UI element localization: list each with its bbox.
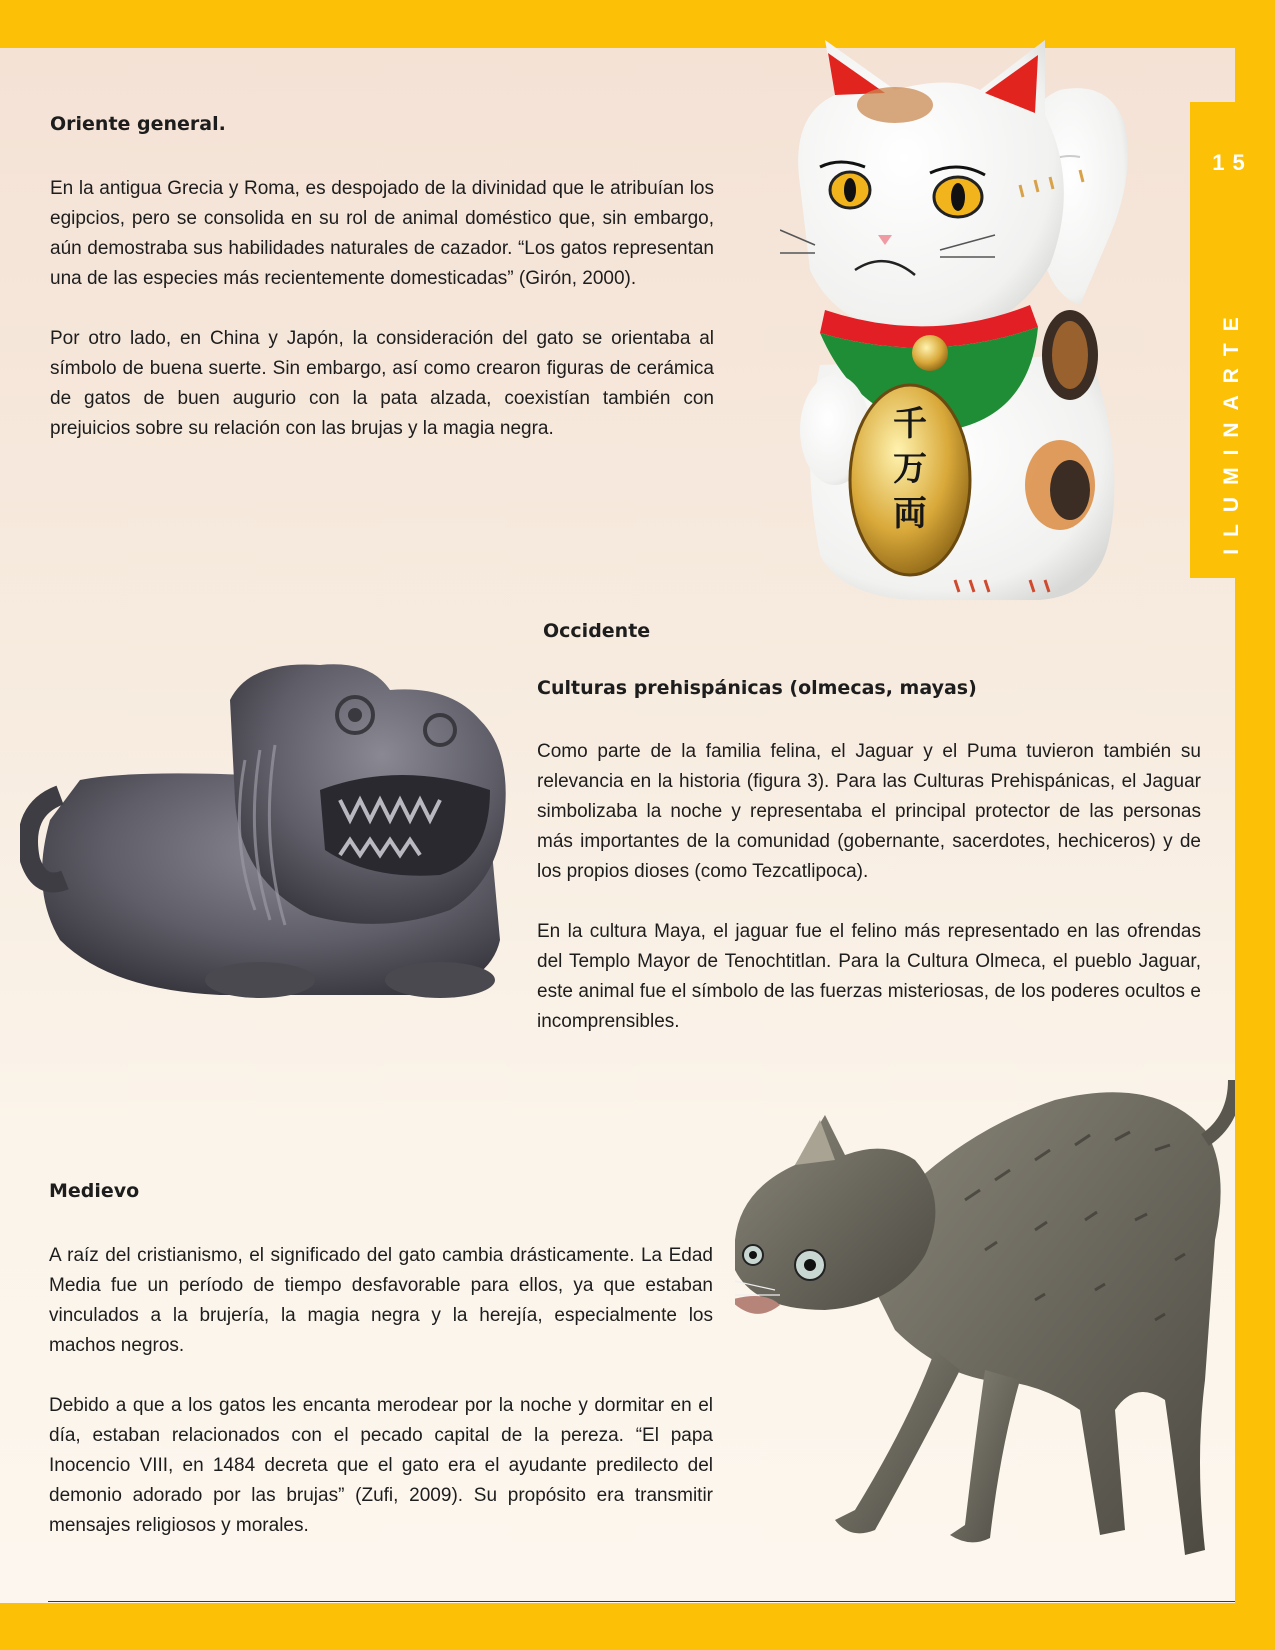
page-number: 15 bbox=[1212, 150, 1253, 175]
maneki-neko-figure-icon bbox=[780, 35, 1150, 610]
stone-jaguar-sculpture-icon bbox=[20, 660, 525, 1015]
svg-text:千: 千 bbox=[893, 404, 927, 444]
svg-text:両: 両 bbox=[893, 494, 927, 534]
paragraph-occidente-1: Como parte de la familia felina, el Jaguar y el Puma tuvieron también su relevancia en la historia (figura 3). Para las Culturas Prehispánicas, el Jaguar simbolizaba la noche y representaba el principal protector de las personas más importantes de la comunidad (gobernante, sacerdotes, hechiceros) y de los propios dioses (como Tezcatlipoca). bbox=[537, 741, 1201, 882]
section-oriente bbox=[50, 113, 714, 444]
paragraph-medievo-2: Debido a que a los gatos les encanta merodear por la noche y dormitar en el día, estaban relacionados con el pecado capital de la pereza. “El papa Inocencio VIII, en 1484 decreta que el gato era el ayudante predilecto del demonio adorado por las brujas” (Zufi, 2009). Su propósito era transmitir mensajes religiosos y morales. bbox=[49, 1395, 713, 1536]
section-subheading-prehispanic: Culturas prehispánicas (olmecas, mayas) bbox=[537, 677, 977, 699]
paragraph-oriente-2: Por otro lado, en China y Japón, la consideración del gato se orientaba al símbolo de buena suerte. Sin embargo, así como crearon figuras de cerámica de gatos de buen augurio con la pata alzada, coexistían también con prejuicios sobre su relación con las brujas y la magia negra. bbox=[50, 328, 714, 439]
section-medievo bbox=[49, 1180, 713, 1541]
section-heading-occidente: Occidente bbox=[543, 620, 651, 642]
paragraph-medievo-1: A raíz del cristianismo, el significado del gato cambia drásticamente. La Edad Media fue un período de tiempo desfavorable para ellos, ya que estaban vinculados a la brujería, la magia negra y la herejía, especialmente los machos negros. bbox=[49, 1245, 713, 1356]
section-occidente bbox=[537, 620, 1201, 1037]
paragraph-occidente-2: En la cultura Maya, el jaguar fue el felino más representado en las ofrendas del Templo Mayor de Tenochtitlan. Para la Cultura Olmeca, el pueblo Jaguar, este animal fue el símbolo de las fuerzas misteriosas, de los poderes ocultos e incomprensibles. bbox=[537, 921, 1201, 1032]
section-heading-oriente: Oriente general. bbox=[50, 113, 226, 135]
magazine-title-vertical: ILUMINARTE bbox=[1220, 305, 1243, 555]
bottom-divider bbox=[48, 1601, 1235, 1602]
arched-cat-illustration-icon bbox=[735, 1080, 1235, 1580]
section-heading-medievo: Medievo bbox=[49, 1180, 140, 1202]
paragraph-oriente-1: En la antigua Grecia y Roma, es despojado de la divinidad que le atribuían los egipcios, pero se consolida en su rol de animal doméstico que, sin embargo, aún demostraba sus habilidades naturales de cazador. “Los gatos representan una de las especies más recientemente domesticadas” (Girón, 2000). bbox=[50, 178, 714, 289]
svg-text:万: 万 bbox=[893, 449, 927, 489]
